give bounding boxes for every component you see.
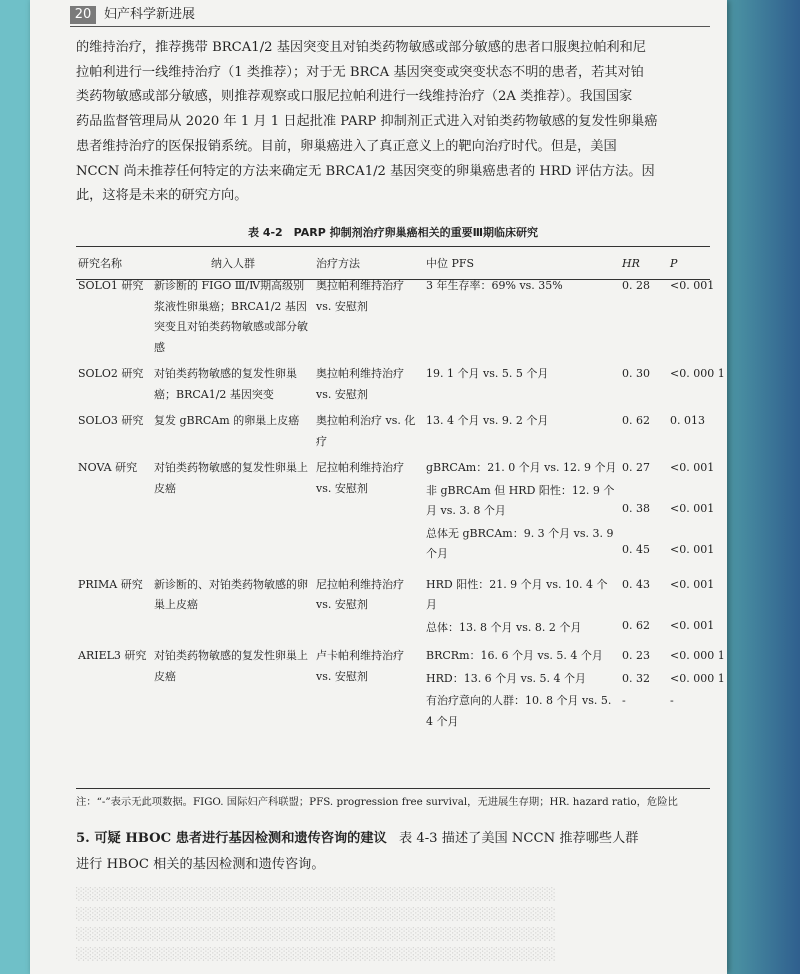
treatment: 奥拉帕利维持治疗 vs. 安慰剂 — [316, 279, 404, 313]
para-line: 患者维持治疗的医保报销系统。目前，卵巢癌进入了真正意义上的靶向治疗时代。但是，美国 — [76, 138, 617, 154]
p-value: <0. 001 — [670, 502, 715, 515]
population: 新诊断的、对铂类药物敏感的卵巢上皮癌 — [154, 577, 308, 611]
p-value: <0. 001 — [670, 279, 715, 292]
show-through-texture: ░░░░░░░░░░░░░░░░░░░░░░░░░░░░░░░░░░░░░░░░░░░░░░░░░░░░ ░░░░░░░░░░░░░░░░░░░░░░░░░░░░░░░░░░░░░░░░░░░░░░░░░░░░ ░░░░░░░░░░░░░░░░░░░░░░░░░░░░░░░░░░░░░░░░░░░░░░░░░░░░ ░░░░░░░░░░░░░░░░░░░░░░░░░░░░░░░░░░░░░░░░░░░░░░░░░░░░ — [76, 887, 556, 961]
pfs-value: 总体无 gBRCAm：9. 3 个月 vs. 3. 9 个月 — [426, 526, 614, 560]
table-bottom-rule — [76, 788, 710, 789]
para-line: 类药物敏感或部分敏感，则推荐观察或口服尼拉帕利进行一线维持治疗（2A 类推荐）。我国国家 — [76, 89, 633, 105]
col-header-treatment: 治疗方法 — [316, 257, 360, 270]
col-header-hr: HR — [622, 257, 640, 270]
pfs-value: 有治疗意向的人群：10. 8 个月 vs. 5. 4 个月 — [426, 694, 612, 728]
hr-value: 0. 32 — [622, 671, 650, 685]
journal-title: 妇产科学新进展 — [104, 7, 196, 22]
hr-value: 0. 43 — [622, 577, 650, 591]
population: 复发 gBRCAm 的卵巢上皮癌 — [154, 414, 300, 427]
pfs-value: BRCRm：16. 6 个月 vs. 5. 4 个月 — [426, 649, 603, 662]
treatment: 尼拉帕利维持治疗 vs. 安慰剂 — [316, 577, 404, 611]
table-title: 表 4-2 PARP 抑制剂治疗卵巢癌相关的重要Ⅲ期临床研究 — [247, 226, 539, 239]
pfs-value: HRD：13. 6 个月 vs. 5. 4 个月 — [426, 671, 587, 685]
study-name: PRIMA 研究 — [78, 577, 143, 591]
hr-value: 0. 38 — [622, 502, 650, 515]
p-value: 0. 013 — [670, 414, 705, 427]
section-text: 进行 HBOC 相关的基因检测和遗传咨询。 — [76, 857, 325, 872]
table-row — [76, 575, 727, 647]
para-line: 的维持治疗，推荐携带 BRCA1/2 基因突变且对铂类药物敏感或部分敏感的患者口服奥拉帕利和尼 — [76, 40, 646, 55]
col-header-pfs: 中位 PFS — [426, 257, 475, 270]
p-value: <0. 001 — [670, 543, 715, 556]
population: 对铂类药物敏感的复发性卵巢癌；BRCA1/2 基因突变 — [154, 367, 297, 401]
table-row — [76, 276, 727, 364]
study-name: SOLO1 研究 — [78, 279, 144, 292]
section-5 — [76, 826, 716, 878]
p-value: <0. 000 1 — [670, 367, 725, 380]
section-text: 表 4-3 描述了美国 NCCN 推荐哪些人群 — [398, 831, 639, 846]
table-row — [76, 364, 727, 411]
population: 对铂类药物敏感的复发性卵巢上皮癌 — [154, 649, 308, 683]
para-line: 拉帕利进行一线维持治疗（1 类推荐）；对于无 BRCA 基因突变或突变状态不明的患者，若其对铂 — [76, 64, 644, 80]
p-value: <0. 001 — [670, 577, 715, 591]
p-value: <0. 001 — [670, 618, 715, 632]
para-line: NCCN 尚未推荐任何特定的方法来确定无 BRCA1/2 基因突变的卵巢癌患者的 HRD 评估方法。因 — [76, 163, 655, 179]
hr-value: 0. 28 — [622, 279, 650, 292]
treatment: 卢卡帕利维持治疗 vs. 安慰剂 — [316, 649, 404, 683]
trials-table — [76, 254, 727, 732]
treatment: 尼拉帕利维持治疗 vs. 安慰剂 — [316, 461, 404, 495]
pfs-value: 19. 1 个月 vs. 5. 5 个月 — [426, 367, 549, 380]
p-value: <0. 001 — [670, 461, 715, 474]
p-value: <0. 000 1 — [670, 649, 725, 662]
p-value: - — [670, 694, 674, 707]
hr-value: - — [622, 694, 626, 707]
hr-value: 0. 62 — [622, 618, 650, 632]
pfs-value: HRD 阳性：21. 9 个月 vs. 10. 4 个月 — [426, 577, 608, 611]
treatment: 奥拉帕利治疗 vs. 化疗 — [316, 414, 416, 448]
table-row — [76, 411, 727, 458]
table-note: 注：“-”表示无此项数据。FIGO. 国际妇产科联盟；PFS. progression free survival，无进展生存期；HR. hazard ratio，危险比 — [76, 796, 678, 808]
study-name: ARIEL3 研究 — [78, 649, 147, 662]
pfs-value: 3 年生存率：69% vs. 35% — [426, 279, 563, 292]
col-header-population: 纳入人群 — [211, 257, 255, 270]
hr-value: 0. 23 — [622, 649, 650, 662]
hr-value: 0. 62 — [622, 414, 650, 427]
background-band — [722, 0, 800, 974]
study-name: SOLO2 研究 — [78, 367, 144, 380]
hr-value: 0. 45 — [622, 543, 650, 556]
population: 新诊断的 FIGO Ⅲ/Ⅳ期高级别浆液性卵巢癌；BRCA1/2 基因突变且对铂类药物敏感或部分敏感 — [154, 279, 308, 354]
table-row — [76, 646, 727, 732]
section-heading: 5. 可疑 HBOC 患者进行基因检测和遗传咨询的建议 — [76, 831, 387, 846]
page-number: 20 — [70, 6, 96, 24]
table-top-rule — [76, 246, 710, 247]
running-header — [70, 6, 710, 24]
pfs-value: 非 gBRCAm 但 HRD 阳性：12. 9 个月 vs. 3. 8 个月 — [426, 483, 615, 517]
pfs-value: 总体：13. 8 个月 vs. 8. 2 个月 — [426, 620, 582, 634]
study-name: SOLO3 研究 — [78, 414, 144, 427]
p-value: <0. 000 1 — [670, 671, 725, 685]
hr-value: 0. 30 — [622, 367, 650, 380]
header-rule — [70, 26, 710, 27]
col-header-p: P — [670, 257, 678, 270]
treatment: 奥拉帕利维持治疗 vs. 安慰剂 — [316, 367, 404, 401]
pfs-value: gBRCAm：21. 0 个月 vs. 12. 9 个月 — [426, 461, 617, 474]
hr-value: 0. 27 — [622, 461, 650, 474]
population: 对铂类药物敏感的复发性卵巢上皮癌 — [154, 461, 308, 495]
pfs-value: 13. 4 个月 vs. 9. 2 个月 — [426, 414, 549, 427]
para-line: 此，这将是未来的研究方向。 — [76, 188, 248, 204]
body-paragraph — [76, 36, 710, 209]
book-page — [30, 0, 727, 974]
table-row — [76, 458, 727, 575]
col-header-name: 研究名称 — [78, 257, 122, 270]
para-line: 药品监督管理局从 2020 年 1 月 1 日起批准 PARP 抑制剂正式进入对铂类药物敏感的复发性卵巢癌 — [76, 114, 658, 130]
study-name: NOVA 研究 — [78, 461, 138, 474]
table-header-row — [76, 254, 727, 276]
